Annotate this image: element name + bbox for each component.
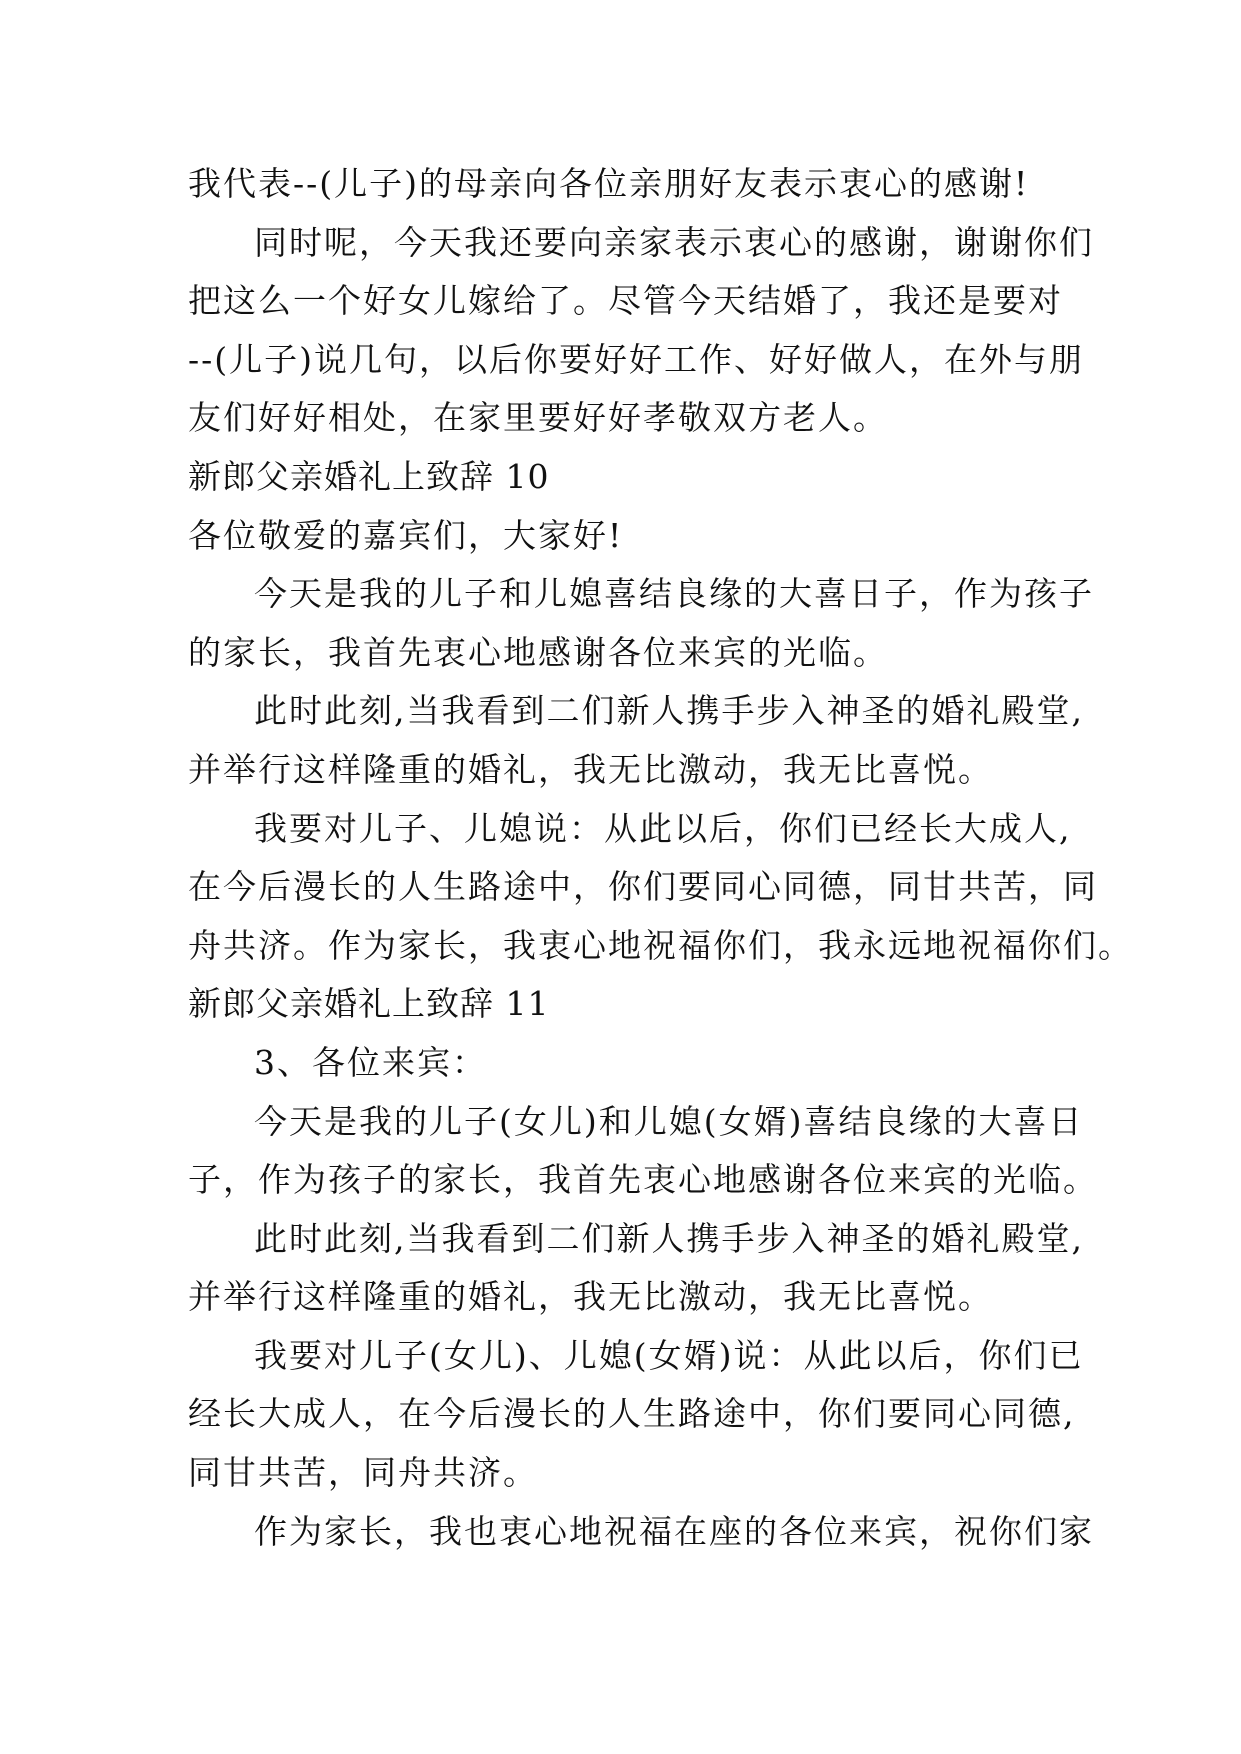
greeting-line: 各位敬爱的嘉宾们，大家好! — [188, 515, 624, 555]
text-line: --(儿子)说几句，以后你要好好工作、好好做人，在外与朋 — [188, 339, 1085, 379]
paragraph-first-line: 此时此刻,当我看到二们新人携手步入神圣的婚礼殿堂, — [254, 691, 1084, 731]
section-heading: 新郎父亲婚礼上致辞 11 — [188, 984, 550, 1024]
paragraph-first-line: 此时此刻,当我看到二们新人携手步入神圣的婚礼殿堂, — [254, 1218, 1084, 1258]
paragraph-first-line: 3、各位来宾： — [254, 1042, 487, 1082]
paragraph-first-line: 我要对儿子、儿媳说：从此以后，你们已经长大成人, — [254, 808, 1072, 848]
text-line: 我代表--(儿子)的母亲向各位亲朋好友表示衷心的感谢! — [188, 164, 1030, 203]
text-line: 经长大成人，在今后漫长的人生路途中，你们要同心同德, — [188, 1394, 1076, 1434]
text-line: 并举行这样隆重的婚礼，我无比激动，我无比喜悦。 — [188, 749, 993, 789]
paragraph-first-line: 同时呢，今天我还要向亲家表示衷心的感谢，谢谢你们 — [254, 222, 1094, 262]
text-line: 在今后漫长的人生路途中，你们要同心同德，同甘共苦，同 — [188, 867, 1098, 907]
text-line: 同甘共苦，同舟共济。 — [188, 1453, 538, 1493]
section-heading: 新郎父亲婚礼上致辞 10 — [188, 456, 550, 496]
paragraph-first-line: 我要对儿子(女儿)、儿媳(女婿)说：从此以后，你们已 — [254, 1335, 1084, 1375]
text-line: 的家长，我首先衷心地感谢各位来宾的光临。 — [188, 632, 888, 672]
document-body — [188, 155, 1133, 1561]
paragraph-first-line: 作为家长，我也衷心地祝福在座的各位来宾，祝你们家 — [254, 1511, 1094, 1551]
paragraph-first-line: 今天是我的儿子(女儿)和儿媳(女婿)喜结良缘的大喜日 — [254, 1101, 1084, 1141]
paragraph-first-line: 今天是我的儿子和儿媳喜结良缘的大喜日子，作为孩子 — [254, 574, 1094, 614]
text-line: 舟共济。作为家长，我衷心地祝福你们，我永远地祝福你们。 — [188, 925, 1133, 965]
text-line: 把这么一个好女儿嫁给了。尽管今天结婚了，我还是要对 — [188, 281, 1063, 321]
text-line: 友们好好相处，在家里要好好孝敬双方老人。 — [188, 398, 888, 438]
text-line: 子，作为孩子的家长，我首先衷心地感谢各位来宾的光临。 — [188, 1160, 1098, 1200]
text-line: 并举行这样隆重的婚礼，我无比激动，我无比喜悦。 — [188, 1277, 993, 1317]
